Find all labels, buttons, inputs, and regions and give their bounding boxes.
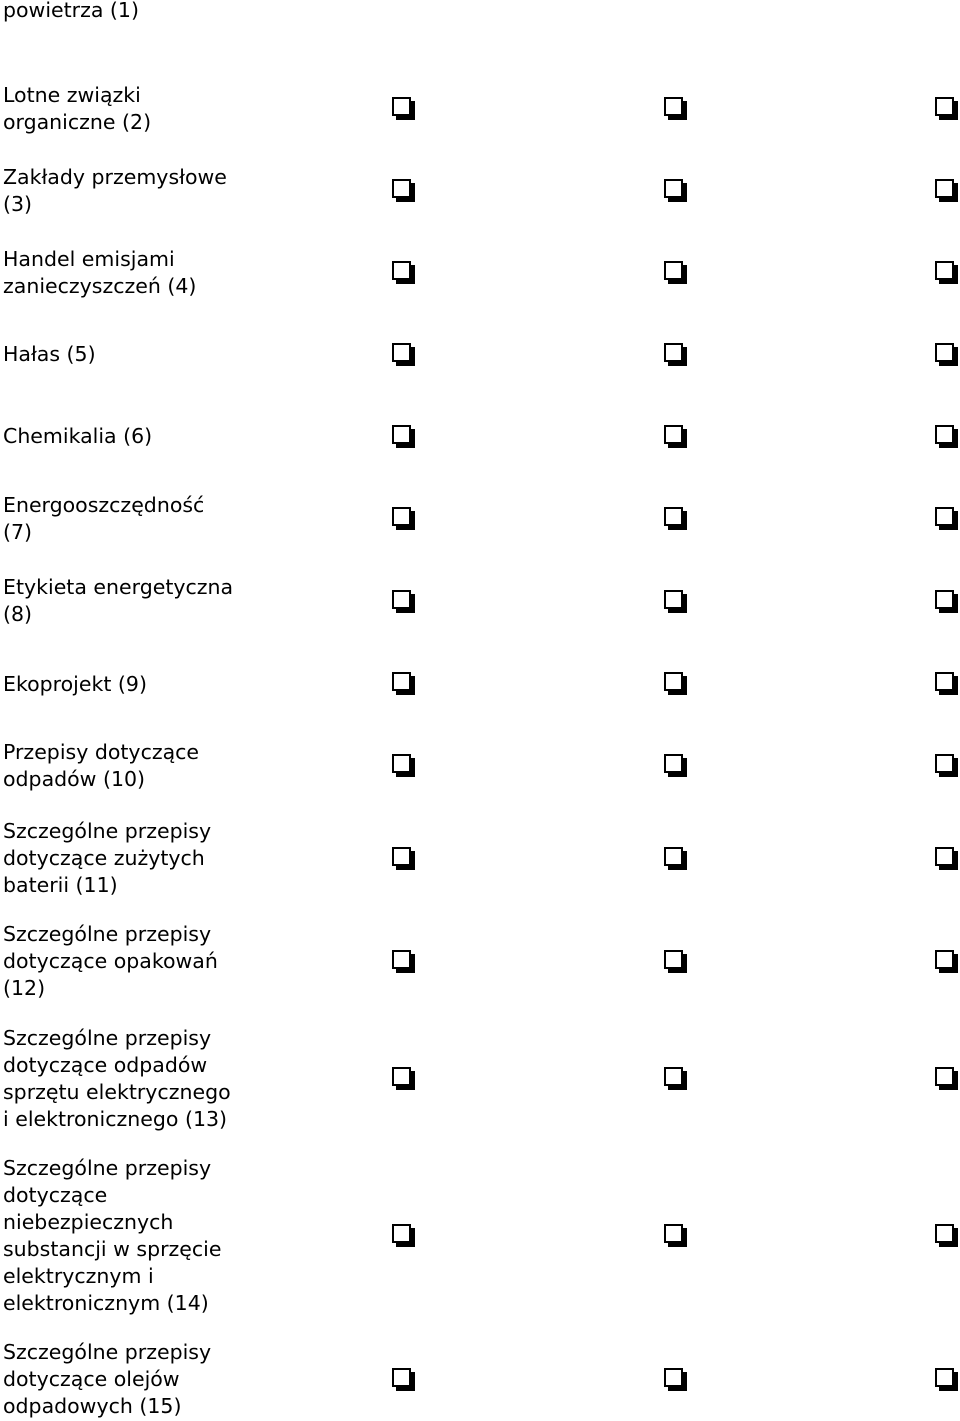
checkbox-row9-col2[interactable] [664, 672, 683, 691]
checkbox-row14-col3[interactable] [935, 1224, 954, 1243]
row-label-14: Szczególne przepisy dotyczące niebezpiecznych substancji w sprzęcie elektrycznym i elektronicznym (14) [3, 1156, 222, 1315]
row-label-10: Przepisy dotyczące odpadów (10) [3, 740, 200, 791]
checkbox-row14-col1[interactable] [392, 1224, 411, 1243]
checkbox-row13-col2[interactable] [664, 1067, 683, 1086]
row-label-1: powietrza (1) [3, 0, 139, 22]
checkbox-row3-col2[interactable] [664, 179, 683, 198]
row-label-15: Szczególne przepisy dotyczące olejów odpadowych (15) [3, 1340, 212, 1418]
checkbox-row4-col2[interactable] [664, 261, 683, 280]
checkbox-row5-col3[interactable] [935, 343, 954, 362]
row-label-11: Szczególne przepisy dotyczące zużytych baterii (11) [3, 819, 212, 897]
checkbox-row9-col1[interactable] [392, 672, 411, 691]
checkbox-row7-col2[interactable] [664, 507, 683, 526]
row-label-6: Chemikalia (6) [3, 424, 153, 448]
row-label-13: Szczególne przepisy dotyczące odpadów sprzętu elektrycznego i elektronicznego (13) [3, 1026, 231, 1131]
checkbox-row12-col1[interactable] [392, 950, 411, 969]
checkbox-row8-col3[interactable] [935, 590, 954, 609]
row-label-12: Szczególne przepisy dotyczące opakowań (12) [3, 922, 218, 1000]
checkbox-row3-col3[interactable] [935, 179, 954, 198]
checkbox-row10-col1[interactable] [392, 754, 411, 773]
checkbox-row14-col2[interactable] [664, 1224, 683, 1243]
checkbox-row10-col3[interactable] [935, 754, 954, 773]
checkbox-row15-col2[interactable] [664, 1368, 683, 1387]
checkbox-row8-col1[interactable] [392, 590, 411, 609]
checkbox-row6-col1[interactable] [392, 425, 411, 444]
row-label-5: Hałas (5) [3, 342, 96, 366]
checkbox-row7-col1[interactable] [392, 507, 411, 526]
checkbox-row2-col1[interactable] [392, 97, 411, 116]
checkbox-row12-col2[interactable] [664, 950, 683, 969]
checkbox-row9-col3[interactable] [935, 672, 954, 691]
checkbox-row8-col2[interactable] [664, 590, 683, 609]
checkbox-row15-col3[interactable] [935, 1368, 954, 1387]
row-label-2: Lotne związki organiczne (2) [3, 83, 152, 134]
row-label-8: Etykieta energetyczna (8) [3, 575, 234, 626]
checkbox-row11-col1[interactable] [392, 847, 411, 866]
row-label-7: Energooszczędność (7) [3, 493, 205, 544]
checkbox-row5-col1[interactable] [392, 343, 411, 362]
checkbox-row13-col3[interactable] [935, 1067, 954, 1086]
checkbox-row11-col3[interactable] [935, 847, 954, 866]
checkbox-row6-col3[interactable] [935, 425, 954, 444]
checkbox-row4-col1[interactable] [392, 261, 411, 280]
checkbox-row7-col3[interactable] [935, 507, 954, 526]
checkbox-row2-col2[interactable] [664, 97, 683, 116]
checkbox-row15-col1[interactable] [392, 1368, 411, 1387]
checkbox-row6-col2[interactable] [664, 425, 683, 444]
checkbox-row12-col3[interactable] [935, 950, 954, 969]
checkbox-row2-col3[interactable] [935, 97, 954, 116]
checkbox-row13-col1[interactable] [392, 1067, 411, 1086]
row-label-3: Zakłady przemysłowe (3) [3, 165, 227, 216]
checkbox-row10-col2[interactable] [664, 754, 683, 773]
checkbox-row5-col2[interactable] [664, 343, 683, 362]
checkbox-row3-col1[interactable] [392, 179, 411, 198]
checkbox-row11-col2[interactable] [664, 847, 683, 866]
row-label-9: Ekoprojekt (9) [3, 672, 147, 696]
row-label-4: Handel emisjami zanieczyszczeń (4) [3, 247, 197, 298]
checkbox-row4-col3[interactable] [935, 261, 954, 280]
